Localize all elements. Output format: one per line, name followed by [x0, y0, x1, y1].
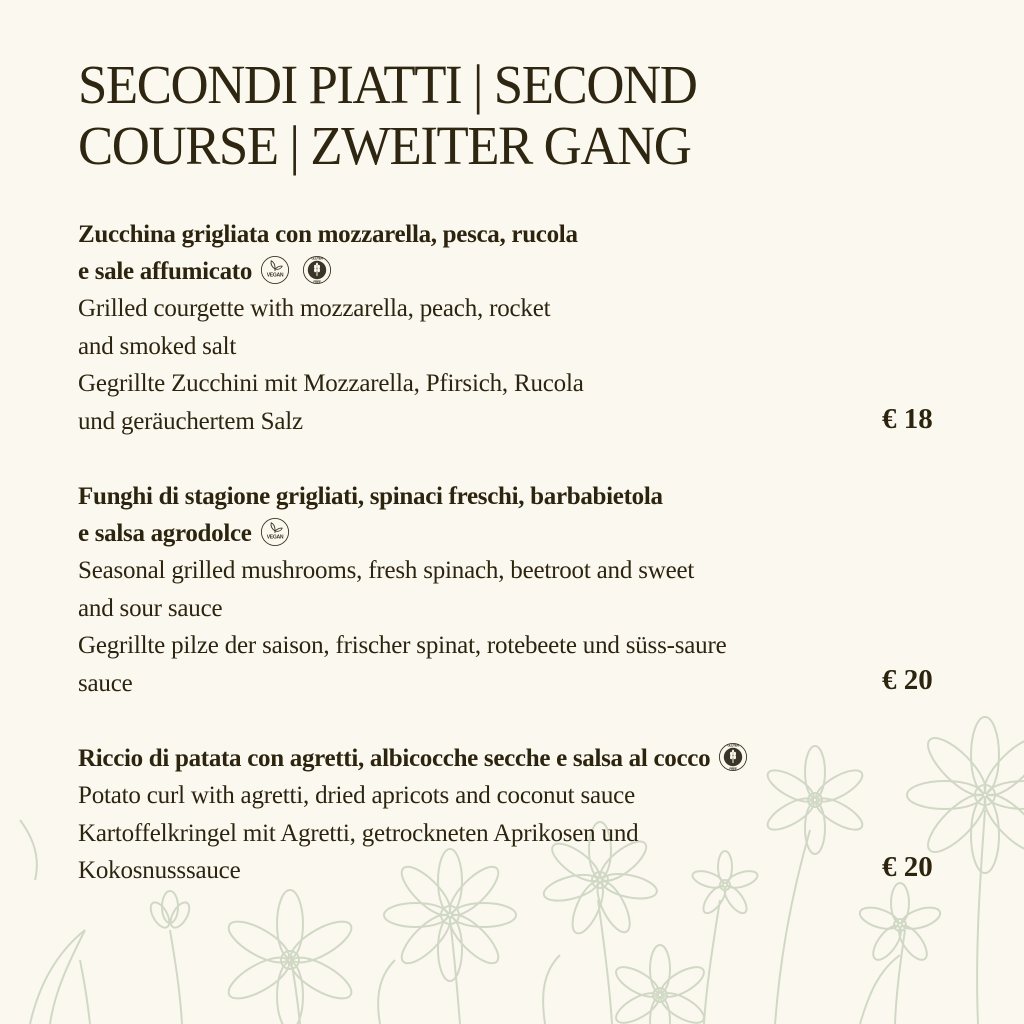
dish-description-german: Gegrillte Zucchini mit Mozzarella, Pfirsich, Rucola [78, 370, 584, 397]
dish-description-english: Potato curl with agretti, dried apricots and coconut sauce [78, 782, 635, 809]
vegan-icon [260, 255, 290, 285]
menu-item-riccio [78, 740, 958, 890]
dish-name-italian-cont: e sale affumicato [78, 253, 958, 290]
dish-price: € 20 [882, 851, 933, 883]
dish-name-italian-cont: e salsa agrodolce [78, 515, 958, 552]
dish-description-german: Kartoffelkringel mit Agretti, getrockneten Aprikosen und [78, 819, 639, 847]
dish-description-german-cont: sauce [78, 669, 133, 697]
menu-item-zucchina [78, 216, 958, 440]
dish-name-italian: Zucchina grigliata con mozzarella, pesca, rucola [78, 221, 578, 248]
dish-name-italian: Funghi di stagione grigliati, spinaci freschi, barbabietola [78, 483, 663, 510]
menu-item-funghi [78, 478, 958, 702]
title-line-1: SECONDI PIATTI | SECOND [78, 54, 697, 115]
dish-description-english: Seasonal grilled mushrooms, fresh spinach, beetroot and sweet [78, 557, 695, 584]
dish-description-german-cont: und geräuchertem Salz [78, 407, 303, 435]
gluten-free-icon [718, 742, 748, 772]
dish-name-italian: Riccio di patata con agretti, albicocche secche e salsa al cocco [78, 740, 958, 777]
dish-price: € 18 [882, 403, 933, 435]
dish-price: € 20 [882, 664, 933, 696]
dish-description-english-cont: and smoked salt [78, 332, 237, 360]
page-title [78, 54, 769, 176]
dish-description-german: Gegrillte pilze der saison, frischer spinat, rotebeete und süss-saure [78, 632, 727, 659]
dish-description-english-cont: and sour sauce [78, 594, 223, 622]
gluten-free-icon [302, 255, 332, 285]
title-line-2: COURSE | ZWEITER GANG [78, 115, 691, 176]
dish-description-english: Grilled courgette with mozzarella, peach, rocket [78, 295, 551, 322]
dish-description-german-cont: Kokosnusssauce [78, 857, 241, 884]
vegan-icon [260, 517, 290, 547]
